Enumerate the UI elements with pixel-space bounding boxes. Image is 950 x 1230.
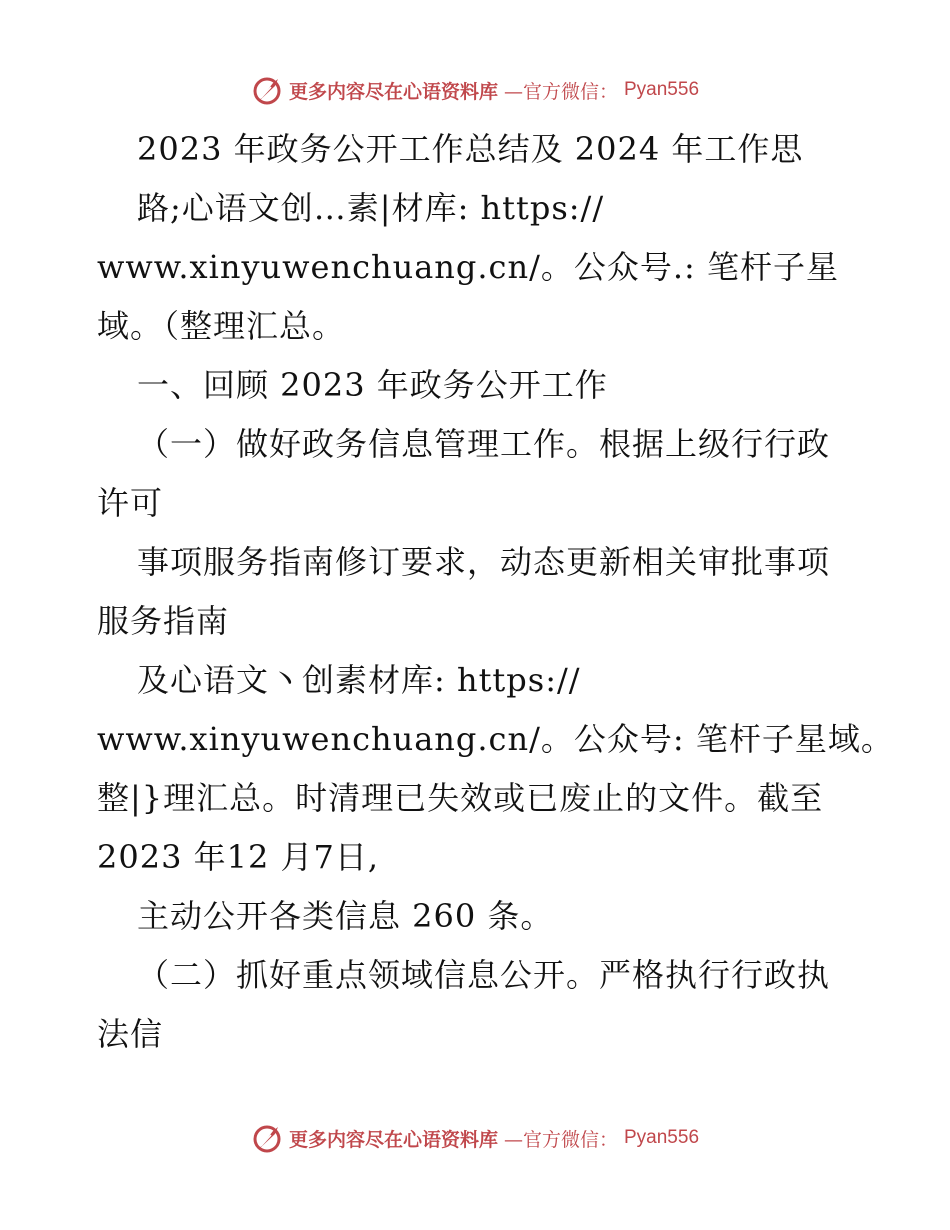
banner-wechat-id: Pyan556 <box>624 79 700 100</box>
text-line: 2023 年12 月7日, <box>97 838 380 876</box>
section-heading: 一、回顾 2023 年政务公开工作 <box>137 366 608 404</box>
document-body <box>97 120 894 1064</box>
banner-separator: —官方微信： <box>503 80 618 103</box>
banner-wechat-id: Pyan556 <box>624 1127 700 1148</box>
quill-logo-icon <box>251 1122 283 1154</box>
text-line: 主动公开各类信息 260 条。 <box>137 897 554 935</box>
footer-banner <box>0 1118 950 1158</box>
banner-separator: —官方微信： <box>503 1128 618 1151</box>
text-line: www.xinyuwenchuang.cn/。公众号.: 笔杆子星 <box>97 248 839 286</box>
banner-text: 更多内容尽在心语资料库 <box>288 1128 498 1151</box>
text-line: 及心语文丶创素材库: https:// <box>137 661 581 699</box>
quill-logo-icon <box>251 74 283 106</box>
text-line: 法信 <box>97 1015 164 1053</box>
banner-text: 更多内容尽在心语资料库 <box>288 80 498 103</box>
text-line: 事项服务指南修订要求，动态更新相关审批事项 <box>137 543 831 581</box>
text-line: 2023 年政务公开工作总结及 2024 年工作思 <box>137 130 804 168</box>
text-line: 许可 <box>97 484 164 522</box>
text-line: 服务指南 <box>97 602 230 640</box>
text-line: （一）做好政务信息管理工作。根据上级行行政 <box>137 425 831 463</box>
text-line: 域。（整理汇总。 <box>97 307 346 345</box>
text-line: www.xinyuwenchuang.cn/。公众号: 笔杆子星域。 <box>97 720 894 758</box>
text-line: （二）抓好重点领域信息公开。严格执行行政执 <box>137 956 831 994</box>
text-line: 整|}理汇总。时清理已失效或已废止的文件。截至 <box>97 779 824 817</box>
header-banner <box>0 70 950 110</box>
text-line: 路;心语文创…素|材库: https:// <box>137 189 605 227</box>
